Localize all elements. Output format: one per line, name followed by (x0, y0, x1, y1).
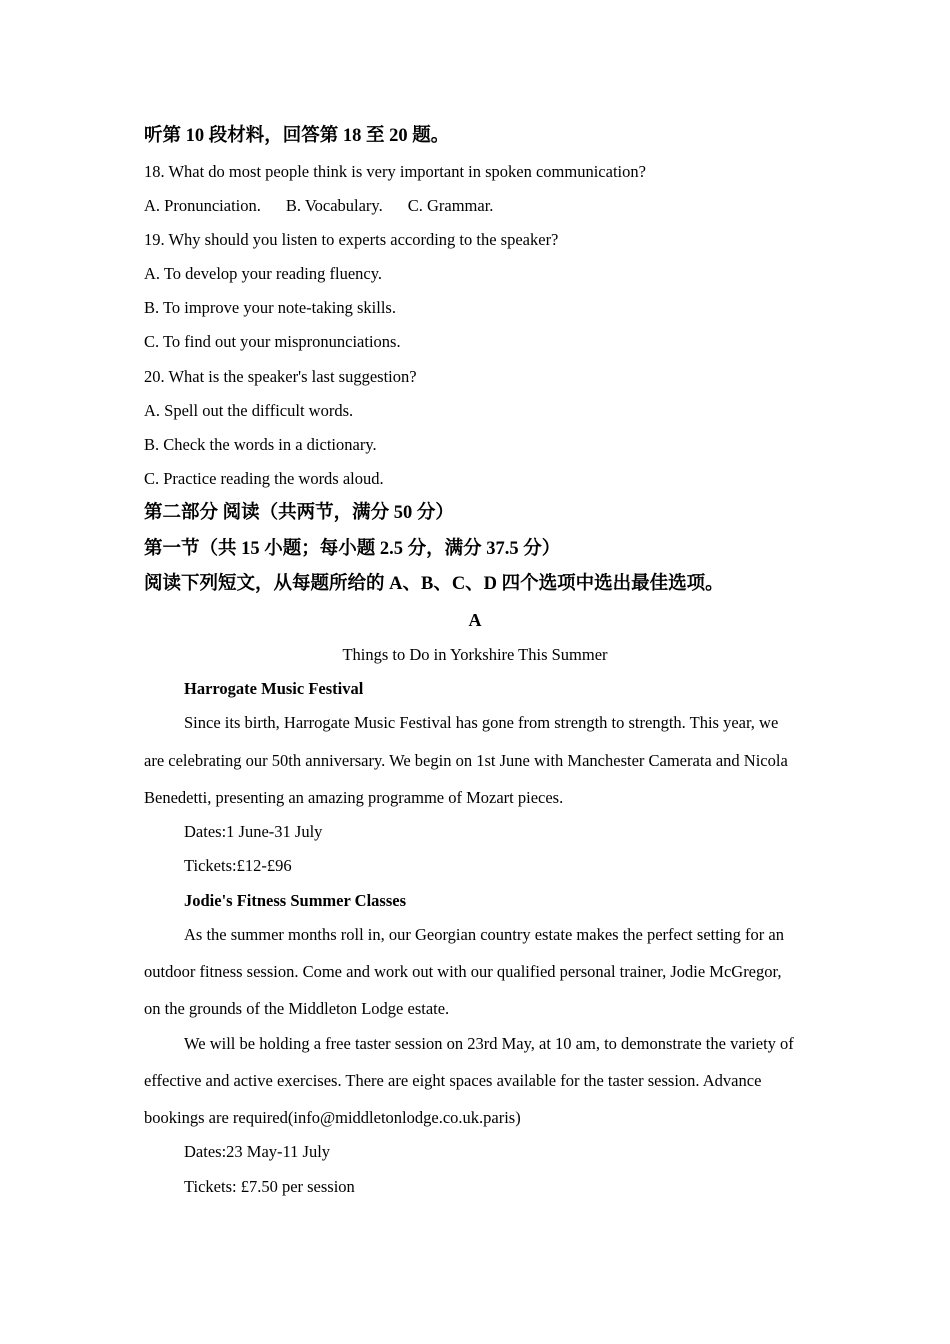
passage-label: A (468, 610, 482, 630)
q18-question: 18. What do most people think is very important in spoken communication? (144, 162, 646, 181)
reading-part-title: 第二部分 阅读（共两节，满分 50 分） (144, 503, 454, 523)
q20-question: 20. What is the speaker's last suggestion? (144, 367, 417, 386)
q19-option-c: C. To find out your mispronunciations. (144, 332, 401, 351)
q20-option-c: C. Practice reading the words aloud. (144, 469, 384, 488)
listening-instruction: 听第 10 段材料，回答第 18 至 20 题。 (144, 126, 450, 146)
q19-question: 19. Why should you listen to experts according to the speaker? (144, 230, 559, 249)
fitness-para1-line-2: outdoor fitness session. Come and work out with our qualified personal trainer, Jodie McGregor, (144, 962, 782, 981)
fitness-para1-line-3: on the grounds of the Middleton Lodge estate. (144, 999, 450, 1018)
q18-option-a: A. Pronunciation. (144, 196, 261, 215)
festival-para-line-2: are celebrating our 50th anniversary. We begin on 1st June with Manchester Camerata and Nicola (144, 751, 788, 770)
q20-option-a: A. Spell out the difficult words. (144, 401, 354, 420)
festival-para-line-3: Benedetti, presenting an amazing programme of Mozart pieces. (144, 788, 564, 807)
fitness-para2-line-3: bookings are required(info@middletonlodge.co.uk.paris) (144, 1108, 521, 1127)
q18-option-b: B. Vocabulary. (285, 196, 383, 215)
q19-option-b: B. To improve your note-taking skills. (144, 298, 396, 317)
q19-option-a: A. To develop your reading fluency. (144, 264, 383, 283)
festival-heading: Harrogate Music Festival (184, 679, 364, 698)
fitness-tickets: Tickets: £7.50 per session (184, 1177, 355, 1196)
q20-option-b: B. Check the words in a dictionary. (144, 435, 377, 454)
fitness-para2-line-2: effective and active exercises. There are eight spaces available for the taster session. Advance (144, 1071, 762, 1090)
fitness-para2-line-1: We will be holding a free taster session on 23rd May, at 10 am, to demonstrate the variety of (184, 1034, 794, 1053)
festival-dates: Dates:1 June-31 July (184, 822, 323, 841)
festival-para-line-1: Since its birth, Harrogate Music Festival has gone from strength to strength. This year, we (184, 713, 779, 732)
q18-options (144, 195, 493, 217)
festival-tickets: Tickets:£12-£96 (184, 856, 292, 875)
passage-title: Things to Do in Yorkshire This Summer (342, 645, 608, 664)
reading-section-title: 第一节（共 15 小题；每小题 2.5 分，满分 37.5 分） (144, 539, 561, 559)
fitness-heading: Jodie's Fitness Summer Classes (184, 891, 406, 910)
fitness-para1-line-1: As the summer months roll in, our Georgian country estate makes the perfect setting for an (184, 925, 784, 944)
reading-instruction: 阅读下列短文，从每题所给的 A、B、C、D 四个选项中选出最佳选项。 (144, 574, 724, 594)
fitness-dates: Dates:23 May-11 July (184, 1142, 331, 1161)
q18-option-c: C. Grammar. (407, 196, 494, 215)
